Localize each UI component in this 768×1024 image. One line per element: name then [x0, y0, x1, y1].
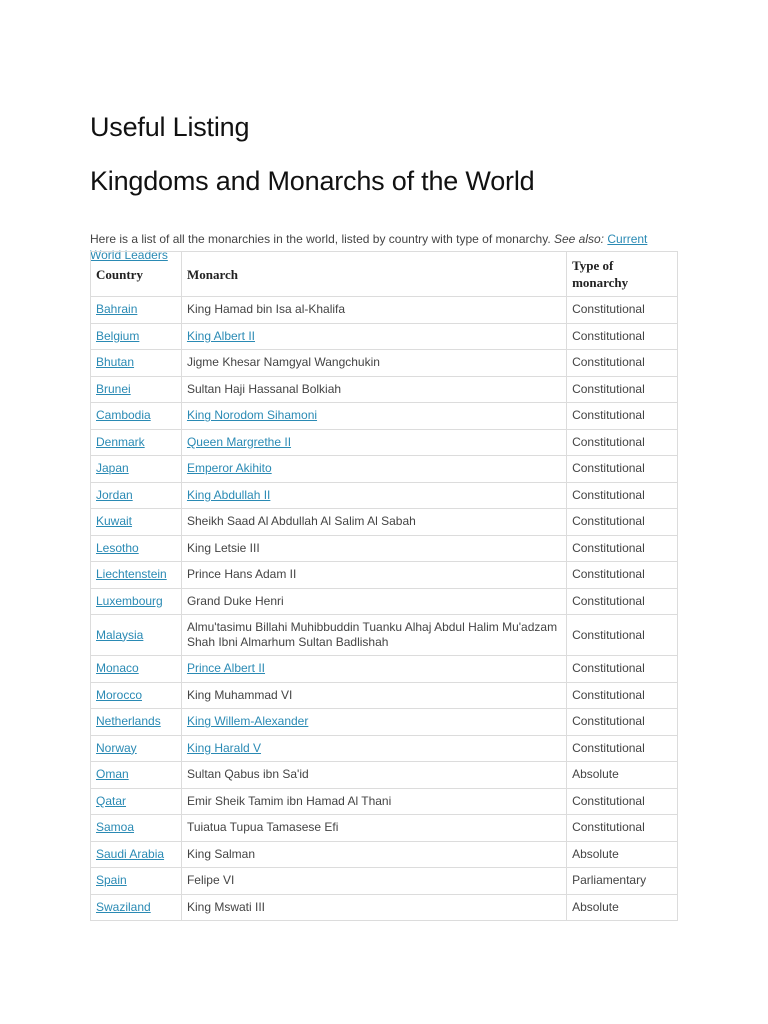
table-row: [91, 350, 678, 377]
monarch-name: Prince Hans Adam II: [186, 567, 297, 582]
table-row: [91, 482, 678, 509]
table-row: [91, 297, 678, 324]
country-link[interactable]: Denmark: [96, 434, 145, 449]
monarch-name: Jigme Khesar Namgyal Wangchukin: [186, 355, 380, 370]
country-link[interactable]: Monaco: [96, 661, 139, 676]
monarch-cell: [181, 788, 566, 815]
country-cell: [91, 656, 182, 683]
monarchy-type-cell: Absolute: [567, 894, 678, 921]
monarch-name: Sultan Haji Hassanal Bolkiah: [186, 381, 342, 396]
country-cell: [91, 323, 182, 350]
country-link[interactable]: Oman: [96, 767, 129, 782]
header-monarch: Monarch: [181, 252, 566, 297]
monarchy-type-cell: Constitutional: [567, 429, 678, 456]
monarchy-type-cell: Constitutional: [567, 456, 678, 483]
monarch-name: Sultan Qabus ibn Sa'id: [186, 767, 309, 782]
country-link[interactable]: Cambodia: [96, 408, 151, 423]
monarch-cell: [181, 350, 566, 377]
country-link[interactable]: Belgium: [96, 328, 140, 343]
monarch-name: Emir Sheik Tamim ibn Hamad Al Thani: [186, 793, 392, 808]
monarch-cell: [181, 482, 566, 509]
country-cell: [91, 788, 182, 815]
header-country: Country: [91, 252, 182, 297]
monarch-cell: [181, 868, 566, 895]
monarch-cell: [181, 403, 566, 430]
monarch-link[interactable]: King Albert II: [186, 328, 256, 343]
monarchy-type-cell: Constitutional: [567, 682, 678, 709]
monarchy-type-cell: Constitutional: [567, 535, 678, 562]
monarch-name: Almu'tasimu Billahi Muhibbuddin Tuanku Alhaj Abdul Halim Mu'adzam Shah Ibni Almarhum Sultan Badlishah: [186, 620, 558, 649]
country-cell: [91, 588, 182, 615]
country-cell: [91, 735, 182, 762]
country-cell: [91, 350, 182, 377]
monarchy-type-cell: Constitutional: [567, 376, 678, 403]
monarchy-type-cell: Absolute: [567, 762, 678, 789]
monarchy-type-cell: Constitutional: [567, 509, 678, 536]
monarch-link[interactable]: King Abdullah II: [186, 487, 271, 502]
country-link[interactable]: Brunei: [96, 381, 131, 396]
intro-text: Here is a list of all the monarchies in the world, listed by country with type of monarchy.: [90, 232, 554, 246]
table-row: [91, 615, 678, 656]
header-type: Type of monarchy: [567, 252, 678, 297]
country-cell: [91, 841, 182, 868]
monarch-link[interactable]: King Norodom Sihamoni: [186, 408, 318, 423]
monarch-cell: [181, 376, 566, 403]
table-row: [91, 709, 678, 736]
monarchy-type-cell: Constitutional: [567, 297, 678, 324]
monarch-cell: [181, 841, 566, 868]
table-row: [91, 762, 678, 789]
monarchy-type-cell: Parliamentary: [567, 868, 678, 895]
country-cell: [91, 456, 182, 483]
monarchy-type-cell: Constitutional: [567, 709, 678, 736]
country-link[interactable]: Luxembourg: [96, 593, 163, 608]
table-row: [91, 376, 678, 403]
table-row: [91, 535, 678, 562]
monarch-link[interactable]: Prince Albert II: [186, 661, 266, 676]
monarch-link[interactable]: King Harald V: [186, 740, 262, 755]
country-cell: [91, 535, 182, 562]
monarch-name: Grand Duke Henri: [186, 593, 284, 608]
monarch-name: Felipe VI: [186, 873, 235, 888]
country-cell: [91, 297, 182, 324]
monarch-name: King Muhammad VI: [186, 687, 293, 702]
country-cell: [91, 815, 182, 842]
monarch-cell: [181, 815, 566, 842]
table-row: [91, 682, 678, 709]
monarch-link[interactable]: King Willem-Alexander: [186, 714, 309, 729]
country-link[interactable]: Bhutan: [96, 355, 135, 370]
country-link[interactable]: Malaysia: [96, 627, 144, 642]
table-row: [91, 403, 678, 430]
monarchy-type-cell: Constitutional: [567, 588, 678, 615]
monarch-cell: [181, 682, 566, 709]
country-link[interactable]: Kuwait: [96, 514, 133, 529]
country-cell: [91, 403, 182, 430]
country-link[interactable]: Morocco: [96, 687, 143, 702]
monarchy-type-cell: Absolute: [567, 841, 678, 868]
monarchs-table: [90, 251, 678, 921]
page-title: Useful Listing: [90, 112, 250, 142]
table-row: [91, 562, 678, 589]
country-cell: [91, 709, 182, 736]
table-row: [91, 588, 678, 615]
monarch-cell: [181, 894, 566, 921]
table-row: [91, 735, 678, 762]
monarch-cell: [181, 656, 566, 683]
monarchy-type-cell: Constitutional: [567, 815, 678, 842]
monarch-cell: [181, 509, 566, 536]
country-link[interactable]: Liechtenstein: [96, 567, 167, 582]
table-row: [91, 456, 678, 483]
country-link[interactable]: Spain: [96, 873, 127, 888]
country-link[interactable]: Norway: [96, 740, 137, 755]
country-link[interactable]: Swaziland: [96, 899, 151, 914]
monarchy-type-cell: Constitutional: [567, 323, 678, 350]
monarch-cell: [181, 735, 566, 762]
country-cell: [91, 682, 182, 709]
country-link[interactable]: Samoa: [96, 820, 135, 835]
country-cell: [91, 894, 182, 921]
country-cell: [91, 509, 182, 536]
country-link[interactable]: Saudi Arabia: [96, 846, 165, 861]
country-cell: [91, 376, 182, 403]
monarch-link[interactable]: Emperor Akihito: [186, 461, 272, 476]
monarch-cell: [181, 588, 566, 615]
monarch-name: King Mswati III: [186, 899, 265, 914]
monarch-cell: [181, 562, 566, 589]
monarch-name: King Letsie III: [186, 540, 260, 555]
monarch-cell: [181, 535, 566, 562]
table-row: [91, 656, 678, 683]
monarchy-type-cell: Constitutional: [567, 482, 678, 509]
country-cell: [91, 482, 182, 509]
monarchy-type-cell: Constitutional: [567, 788, 678, 815]
table-row: [91, 509, 678, 536]
table-header-row: [91, 252, 678, 297]
monarch-name: King Hamad bin Isa al-Khalifa: [186, 302, 346, 317]
country-link[interactable]: Netherlands: [96, 714, 161, 729]
country-link[interactable]: Bahrain: [96, 302, 138, 317]
monarch-cell: [181, 297, 566, 324]
table-row: [91, 429, 678, 456]
section-heading: Kingdoms and Monarchs of the World: [90, 166, 535, 196]
monarch-cell: [181, 762, 566, 789]
monarch-cell: [181, 323, 566, 350]
country-link[interactable]: Jordan: [96, 487, 133, 502]
table-row: [91, 815, 678, 842]
monarch-cell: [181, 615, 566, 656]
table-row: [91, 841, 678, 868]
table-row: [91, 868, 678, 895]
monarch-name: King Salman: [186, 846, 256, 861]
see-also-label: See also:: [553, 232, 605, 246]
country-link[interactable]: Japan: [96, 461, 129, 476]
country-cell: [91, 868, 182, 895]
monarchy-type-cell: Constitutional: [567, 350, 678, 377]
country-cell: [91, 429, 182, 456]
country-cell: [91, 615, 182, 656]
monarch-cell: [181, 456, 566, 483]
monarch-link[interactable]: Queen Margrethe II: [186, 434, 292, 449]
monarchy-type-cell: Constitutional: [567, 615, 678, 656]
monarch-name: Sheikh Saad Al Abdullah Al Salim Al Sabah: [186, 514, 416, 529]
monarch-name: Tuiatua Tupua Tamasese Efi: [186, 820, 339, 835]
monarch-cell: [181, 429, 566, 456]
monarch-cell: [181, 709, 566, 736]
monarchy-type-cell: Constitutional: [567, 562, 678, 589]
table-row: [91, 788, 678, 815]
monarchy-type-cell: Constitutional: [567, 735, 678, 762]
country-cell: [91, 762, 182, 789]
current-world-leaders-link[interactable]: Current World Leaders: [90, 232, 648, 262]
country-link[interactable]: Lesotho: [96, 540, 139, 555]
table-row: [91, 323, 678, 350]
country-link[interactable]: Qatar: [96, 793, 127, 808]
country-cell: [91, 562, 182, 589]
monarchy-type-cell: Constitutional: [567, 403, 678, 430]
table-row: [91, 894, 678, 921]
monarchy-type-cell: Constitutional: [567, 656, 678, 683]
